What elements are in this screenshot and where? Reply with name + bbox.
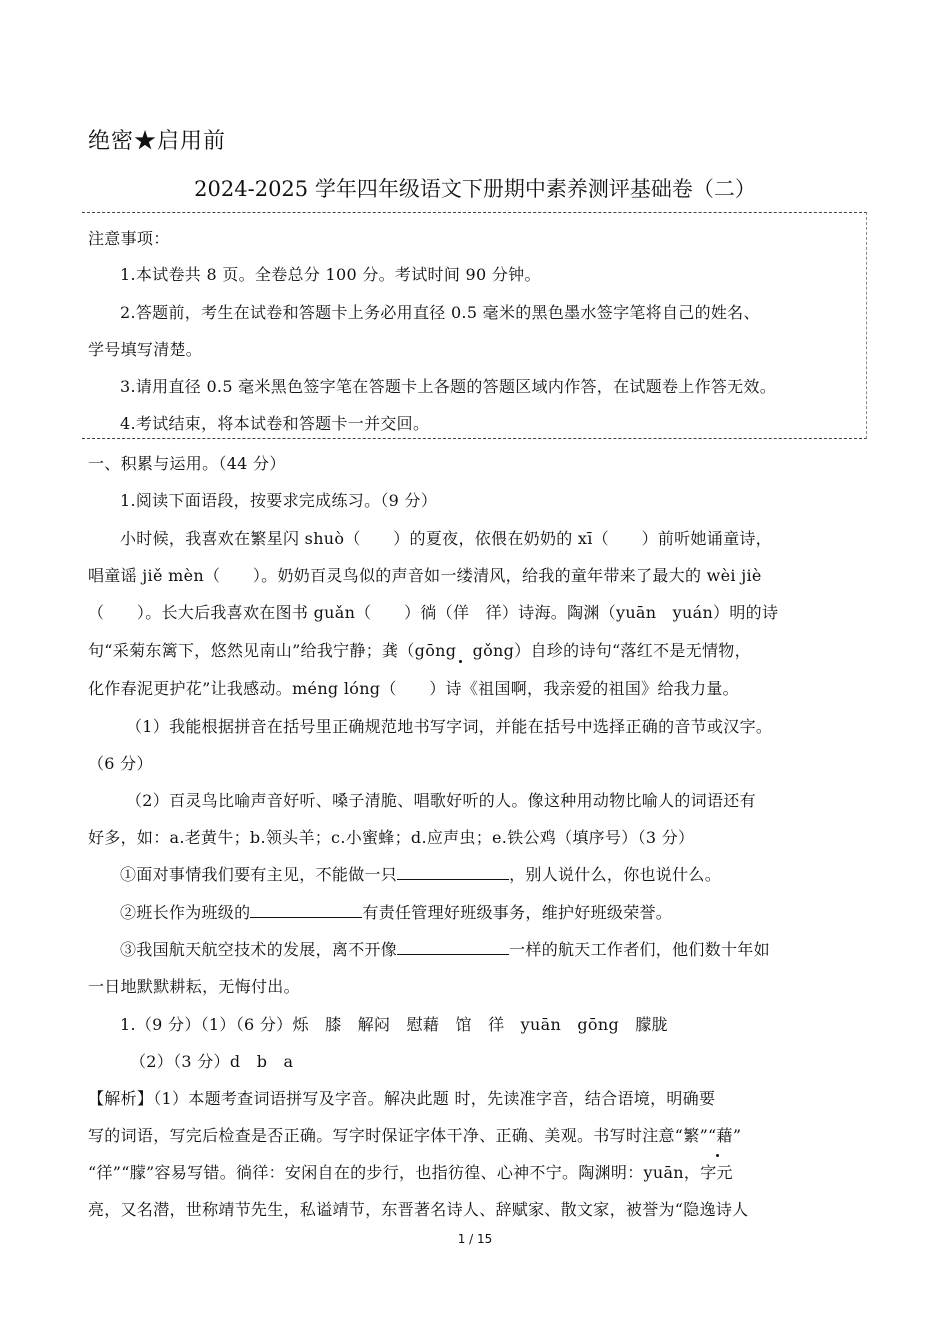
sentence-2: [120, 900, 672, 923]
notice-item-3: 3.请用直径 0.5 毫米黑色签字笔在答题卡上各题的答题区域内作答，在试题卷上作答无效。: [120, 377, 777, 396]
sentence-1-text: ①面对事情我们要有主见，不能做一只: [120, 865, 398, 884]
passage-line-4: 句“采菊东篱下，悠然见南山”给我宁静；龚（gōng gǒng）自珍的诗句“落红不是无情物，: [88, 641, 751, 660]
passage-line-3: （ ）。长大后我喜欢在图书 guǎn（ ）徜（佯 徉）诗海。陶渊（yuān yuán）明的诗: [88, 603, 779, 622]
passage-line-1: 小时候，我喜欢在繁星闪 shuò（ ）的夏夜，依偎在奶奶的 xī（ ）前听她诵童诗，: [120, 529, 772, 548]
passage-line-2: 唱童谣 jiě mèn（ ）。奶奶百灵鸟似的声音如一缕清风，给我的童年带来了最大的 wèi jiè: [88, 566, 762, 585]
explanation-line-3: “徉”“朦”容易写错。徜徉：安闲自在的步行，也指彷徨、心神不宁。陶渊明：yuān，字元: [88, 1163, 733, 1182]
notice-item-4: 4.考试结束，将本试卷和答题卡一并交回。: [120, 414, 430, 433]
answer-blank-2[interactable]: [250, 903, 362, 918]
sentence-3-tail: 一样的航天工作者们，他们数十年如: [509, 940, 770, 959]
sentence-1-tail: ，别人说什么，你也说什么。: [509, 865, 722, 884]
subquestion-2-cont: 好多，如：a.老黄牛；b.领头羊；c.小蜜蜂；d.应声虫；e.铁公鸡（填序号）（3 分）: [88, 828, 695, 847]
exam-title: 2024-2025 学年四年级语文下册期中素养测评基础卷（二）: [194, 177, 756, 201]
subquestion-1: （1）我能根据拼音在括号里正确规范地书写字词，并能在括号中选择正确的音节或汉字。: [126, 717, 773, 736]
answer-blank-3[interactable]: [397, 940, 509, 955]
subquestion-2: （2）百灵鸟比喻声音好听、嗓子清脆、唱歌好听的人。像这种用动物比喻人的词语还有: [126, 791, 756, 810]
notice-item-1: 1.本试卷共 8 页。全卷总分 100 分。考试时间 90 分钟。: [120, 265, 541, 284]
page-number: 1 / 15: [457, 1232, 493, 1246]
notice-item-2: 2.答题前，考生在试卷和答题卡上务必用直径 0.5 毫米的黑色墨水签字笔将自己的姓名、: [120, 303, 760, 322]
answer-line-1: 1.（9 分）（1）（6 分）烁 膝 解闷 慰藉 馆 徉 yuān gōng 朦胧: [120, 1015, 668, 1034]
section-heading: 一、积累与运用。（44 分）: [88, 454, 286, 473]
explanation-line-2: 写的词语，写完后检查是否正确。写字时保证字体干净、正确、美观。书写时注意“繁”“藉”: [88, 1126, 742, 1145]
sentence-1: [120, 862, 721, 885]
sentence-3-text: ③我国航天航空技术的发展，离不开像: [120, 940, 398, 959]
sentence-2-tail: 有责任管理好班级事务，维护好班级荣誉。: [362, 903, 673, 922]
sentence-2-text: ②班长作为班级的: [120, 903, 251, 922]
notice-heading: 注意事项：: [88, 229, 170, 248]
notice-item-2-cont: 学号填写清楚。: [88, 340, 203, 359]
answer-line-2: （2）（3 分）d b a: [130, 1052, 294, 1071]
sentence-3-cont: 一日地默默耕耘，无悔付出。: [88, 977, 300, 996]
notice-box: [82, 212, 867, 439]
secret-label: 绝密★启用前: [88, 129, 227, 154]
sentence-3: [120, 937, 770, 960]
emphasis-dot: [716, 1154, 719, 1157]
subquestion-1-cont: （6 分）: [88, 754, 153, 773]
question-1: 1.阅读下面语段，按要求完成练习。（9 分）: [120, 491, 438, 510]
passage-line-5: 化作春泥更护花”让我感动。méng lóng（ ）诗《祖国啊，我亲爱的祖国》给我力量。: [88, 679, 739, 698]
explanation-line-4: 亮，又名潜，世称靖节先生，私谥靖节，东晋著名诗人、辞赋家、散文家，被誉为“隐逸诗人: [88, 1200, 749, 1219]
explanation-line-1: 【解析】（1）本题考查词语拼写及字音。解决此题 时，先读准字音，结合语境，明确要: [88, 1089, 716, 1108]
answer-blank-1[interactable]: [397, 865, 509, 880]
emphasis-dot: [459, 660, 462, 663]
